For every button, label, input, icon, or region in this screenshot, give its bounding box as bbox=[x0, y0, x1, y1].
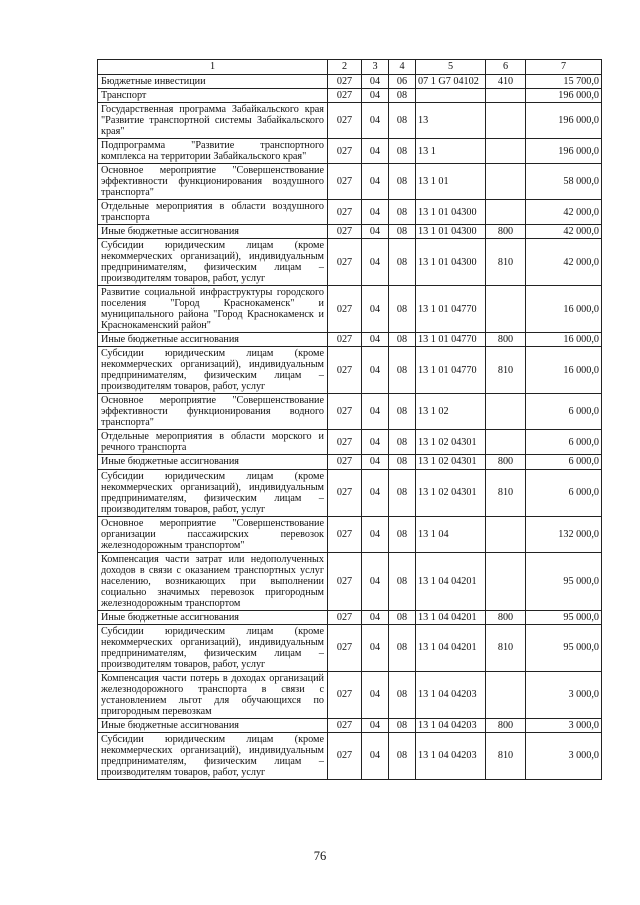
expense-type-cell: 800 bbox=[486, 455, 526, 469]
subsection-code-cell: 08 bbox=[389, 552, 416, 610]
amount-cell: 6 000,0 bbox=[526, 430, 602, 455]
subsection-code-cell: 08 bbox=[389, 225, 416, 239]
row-name-cell: Субсидии юридическим лицам (кроме некоммерческих организаций), индивидуальным предпринимателям, физическим лицам – производителям товаров, работ, услуг bbox=[98, 624, 328, 671]
table-row bbox=[98, 552, 602, 610]
table-row bbox=[98, 333, 602, 347]
table-row bbox=[98, 225, 602, 239]
ministry-code-cell: 027 bbox=[328, 394, 362, 430]
header-cell: 2 bbox=[328, 60, 362, 75]
section-code-cell: 04 bbox=[362, 732, 389, 779]
header-cell: 5 bbox=[416, 60, 486, 75]
amount-cell: 3 000,0 bbox=[526, 671, 602, 718]
table-row bbox=[98, 394, 602, 430]
ministry-code-cell: 027 bbox=[328, 552, 362, 610]
amount-cell: 95 000,0 bbox=[526, 552, 602, 610]
target-article-cell: 13 1 04 04203 bbox=[416, 671, 486, 718]
target-article-cell: 13 1 02 04301 bbox=[416, 455, 486, 469]
table-row bbox=[98, 139, 602, 164]
target-article-cell: 13 1 02 04301 bbox=[416, 430, 486, 455]
section-code-cell: 04 bbox=[362, 469, 389, 516]
amount-cell: 3 000,0 bbox=[526, 732, 602, 779]
amount-cell: 6 000,0 bbox=[526, 455, 602, 469]
target-article-cell: 13 1 04 bbox=[416, 516, 486, 552]
header-cell: 6 bbox=[486, 60, 526, 75]
subsection-code-cell: 08 bbox=[389, 347, 416, 394]
ministry-code-cell: 027 bbox=[328, 624, 362, 671]
header-cell: 7 bbox=[526, 60, 602, 75]
ministry-code-cell: 027 bbox=[328, 610, 362, 624]
row-name-cell: Отдельные мероприятия в области воздушного транспорта bbox=[98, 200, 328, 225]
amount-cell: 15 700,0 bbox=[526, 75, 602, 89]
amount-cell: 6 000,0 bbox=[526, 469, 602, 516]
table-row bbox=[98, 732, 602, 779]
subsection-code-cell: 08 bbox=[389, 103, 416, 139]
section-code-cell: 04 bbox=[362, 103, 389, 139]
table-row bbox=[98, 455, 602, 469]
subsection-code-cell: 08 bbox=[389, 624, 416, 671]
subsection-code-cell: 06 bbox=[389, 75, 416, 89]
subsection-code-cell: 08 bbox=[389, 718, 416, 732]
subsection-code-cell: 08 bbox=[389, 89, 416, 103]
budget-table bbox=[97, 59, 602, 780]
row-name-cell: Развитие социальной инфраструктуры городского поселения "Город Краснокаменск" и муниципального района "Город Краснокаменск и Краснокаменский район" bbox=[98, 286, 328, 333]
ministry-code-cell: 027 bbox=[328, 286, 362, 333]
table-row bbox=[98, 200, 602, 225]
subsection-code-cell: 08 bbox=[389, 671, 416, 718]
amount-cell: 95 000,0 bbox=[526, 624, 602, 671]
row-name-cell: Подпрограмма "Развитие транспортного комплекса на территории Забайкальского края" bbox=[98, 139, 328, 164]
section-code-cell: 04 bbox=[362, 239, 389, 286]
row-name-cell: Субсидии юридическим лицам (кроме некоммерческих организаций), индивидуальным предпринимателям, физическим лицам – производителям товаров, работ, услуг bbox=[98, 239, 328, 286]
row-name-cell: Основное мероприятие "Совершенствование организации пассажирских перевозок железнодорожным транспортом" bbox=[98, 516, 328, 552]
amount-cell: 16 000,0 bbox=[526, 286, 602, 333]
amount-cell: 196 000,0 bbox=[526, 89, 602, 103]
row-name-cell: Субсидии юридическим лицам (кроме некоммерческих организаций), индивидуальным предпринимателям, физическим лицам – производителям товаров, работ, услуг bbox=[98, 347, 328, 394]
expense-type-cell bbox=[486, 164, 526, 200]
target-article-cell: 13 1 01 bbox=[416, 164, 486, 200]
header-cell: 4 bbox=[389, 60, 416, 75]
target-article-cell bbox=[416, 89, 486, 103]
expense-type-cell: 810 bbox=[486, 239, 526, 286]
target-article-cell: 13 1 01 04300 bbox=[416, 225, 486, 239]
expense-type-cell: 800 bbox=[486, 225, 526, 239]
expense-type-cell bbox=[486, 430, 526, 455]
section-code-cell: 04 bbox=[362, 671, 389, 718]
ministry-code-cell: 027 bbox=[328, 75, 362, 89]
row-name-cell: Иные бюджетные ассигнования bbox=[98, 333, 328, 347]
amount-cell: 42 000,0 bbox=[526, 200, 602, 225]
ministry-code-cell: 027 bbox=[328, 333, 362, 347]
target-article-cell: 13 1 04 04201 bbox=[416, 552, 486, 610]
expense-type-cell: 410 bbox=[486, 75, 526, 89]
subsection-code-cell: 08 bbox=[389, 516, 416, 552]
table-row bbox=[98, 286, 602, 333]
row-name-cell: Основное мероприятие "Совершенствование эффективности функционирования водного транспорта" bbox=[98, 394, 328, 430]
ministry-code-cell: 027 bbox=[328, 455, 362, 469]
expense-type-cell bbox=[486, 394, 526, 430]
ministry-code-cell: 027 bbox=[328, 516, 362, 552]
subsection-code-cell: 08 bbox=[389, 333, 416, 347]
ministry-code-cell: 027 bbox=[328, 89, 362, 103]
amount-cell: 132 000,0 bbox=[526, 516, 602, 552]
target-article-cell: 13 1 01 04770 bbox=[416, 347, 486, 394]
section-code-cell: 04 bbox=[362, 624, 389, 671]
target-article-cell: 13 1 01 04300 bbox=[416, 200, 486, 225]
subsection-code-cell: 08 bbox=[389, 430, 416, 455]
target-article-cell: 13 1 04 04203 bbox=[416, 718, 486, 732]
expense-type-cell bbox=[486, 552, 526, 610]
table-row bbox=[98, 347, 602, 394]
amount-cell: 3 000,0 bbox=[526, 718, 602, 732]
row-name-cell: Компенсация части затрат или недополученных доходов в связи с оказанием транспортных услуг населению, возникающих при выполнении социально значимых перевозок пригородным железнодорожным транспортом bbox=[98, 552, 328, 610]
header-row bbox=[98, 60, 602, 75]
table-row bbox=[98, 164, 602, 200]
target-article-cell: 13 1 04 04203 bbox=[416, 732, 486, 779]
expense-type-cell: 810 bbox=[486, 732, 526, 779]
table-row bbox=[98, 75, 602, 89]
table-row bbox=[98, 624, 602, 671]
expense-type-cell bbox=[486, 516, 526, 552]
row-name-cell: Отдельные мероприятия в области морского и речного транспорта bbox=[98, 430, 328, 455]
subsection-code-cell: 08 bbox=[389, 200, 416, 225]
target-article-cell: 13 1 01 04770 bbox=[416, 286, 486, 333]
table-row bbox=[98, 671, 602, 718]
section-code-cell: 04 bbox=[362, 75, 389, 89]
ministry-code-cell: 027 bbox=[328, 469, 362, 516]
amount-cell: 16 000,0 bbox=[526, 333, 602, 347]
expense-type-cell: 800 bbox=[486, 718, 526, 732]
ministry-code-cell: 027 bbox=[328, 347, 362, 394]
ministry-code-cell: 027 bbox=[328, 732, 362, 779]
ministry-code-cell: 027 bbox=[328, 671, 362, 718]
row-name-cell: Иные бюджетные ассигнования bbox=[98, 455, 328, 469]
target-article-cell: 07 1 G7 04102 bbox=[416, 75, 486, 89]
target-article-cell: 13 1 01 04770 bbox=[416, 333, 486, 347]
section-code-cell: 04 bbox=[362, 552, 389, 610]
section-code-cell: 04 bbox=[362, 200, 389, 225]
amount-cell: 42 000,0 bbox=[526, 239, 602, 286]
section-code-cell: 04 bbox=[362, 430, 389, 455]
expense-type-cell: 810 bbox=[486, 624, 526, 671]
section-code-cell: 04 bbox=[362, 139, 389, 164]
section-code-cell: 04 bbox=[362, 455, 389, 469]
row-name-cell: Иные бюджетные ассигнования bbox=[98, 718, 328, 732]
expense-type-cell: 810 bbox=[486, 469, 526, 516]
amount-cell: 196 000,0 bbox=[526, 139, 602, 164]
target-article-cell: 13 1 01 04300 bbox=[416, 239, 486, 286]
section-code-cell: 04 bbox=[362, 225, 389, 239]
row-name-cell: Субсидии юридическим лицам (кроме некоммерческих организаций), индивидуальным предпринимателям, физическим лицам – производителям товаров, работ, услуг bbox=[98, 469, 328, 516]
target-article-cell: 13 1 04 04201 bbox=[416, 624, 486, 671]
target-article-cell: 13 1 04 04201 bbox=[416, 610, 486, 624]
amount-cell: 6 000,0 bbox=[526, 394, 602, 430]
subsection-code-cell: 08 bbox=[389, 455, 416, 469]
ministry-code-cell: 027 bbox=[328, 225, 362, 239]
row-name-cell: Основное мероприятие "Совершенствование эффективности функционирования воздушного транспорта" bbox=[98, 164, 328, 200]
expense-type-cell bbox=[486, 200, 526, 225]
ministry-code-cell: 027 bbox=[328, 239, 362, 286]
header-cell: 1 bbox=[98, 60, 328, 75]
section-code-cell: 04 bbox=[362, 164, 389, 200]
row-name-cell: Иные бюджетные ассигнования bbox=[98, 610, 328, 624]
table-row bbox=[98, 718, 602, 732]
section-code-cell: 04 bbox=[362, 516, 389, 552]
expense-type-cell bbox=[486, 89, 526, 103]
ministry-code-cell: 027 bbox=[328, 430, 362, 455]
section-code-cell: 04 bbox=[362, 347, 389, 394]
amount-cell: 196 000,0 bbox=[526, 103, 602, 139]
section-code-cell: 04 bbox=[362, 333, 389, 347]
target-article-cell: 13 1 bbox=[416, 139, 486, 164]
ministry-code-cell: 027 bbox=[328, 718, 362, 732]
row-name-cell: Субсидии юридическим лицам (кроме некоммерческих организаций), индивидуальным предпринимателям, физическим лицам – производителям товаров, работ, услуг bbox=[98, 732, 328, 779]
amount-cell: 95 000,0 bbox=[526, 610, 602, 624]
ministry-code-cell: 027 bbox=[328, 139, 362, 164]
row-name-cell: Государственная программа Забайкальского края "Развитие транспортной системы Забайкальского края" bbox=[98, 103, 328, 139]
amount-cell: 42 000,0 bbox=[526, 225, 602, 239]
expense-type-cell bbox=[486, 139, 526, 164]
table-row bbox=[98, 89, 602, 103]
row-name-cell: Транспорт bbox=[98, 89, 328, 103]
section-code-cell: 04 bbox=[362, 610, 389, 624]
target-article-cell: 13 1 02 04301 bbox=[416, 469, 486, 516]
subsection-code-cell: 08 bbox=[389, 394, 416, 430]
table-row bbox=[98, 430, 602, 455]
table-row bbox=[98, 610, 602, 624]
expense-type-cell: 800 bbox=[486, 333, 526, 347]
ministry-code-cell: 027 bbox=[328, 103, 362, 139]
ministry-code-cell: 027 bbox=[328, 164, 362, 200]
expense-type-cell bbox=[486, 103, 526, 139]
table-row bbox=[98, 103, 602, 139]
subsection-code-cell: 08 bbox=[389, 610, 416, 624]
table-row bbox=[98, 516, 602, 552]
page-number: 76 bbox=[313, 849, 327, 863]
section-code-cell: 04 bbox=[362, 394, 389, 430]
row-name-cell: Компенсация части потерь в доходах организаций железнодорожного транспорта в связи с установлением льгот для обучающихся по пригородным перевозкам bbox=[98, 671, 328, 718]
expense-type-cell bbox=[486, 671, 526, 718]
expense-type-cell bbox=[486, 286, 526, 333]
target-article-cell: 13 1 02 bbox=[416, 394, 486, 430]
table-row bbox=[98, 469, 602, 516]
section-code-cell: 04 bbox=[362, 286, 389, 333]
amount-cell: 16 000,0 bbox=[526, 347, 602, 394]
ministry-code-cell: 027 bbox=[328, 200, 362, 225]
subsection-code-cell: 08 bbox=[389, 239, 416, 286]
subsection-code-cell: 08 bbox=[389, 286, 416, 333]
subsection-code-cell: 08 bbox=[389, 469, 416, 516]
subsection-code-cell: 08 bbox=[389, 164, 416, 200]
table-row bbox=[98, 239, 602, 286]
section-code-cell: 04 bbox=[362, 89, 389, 103]
expense-type-cell: 800 bbox=[486, 610, 526, 624]
subsection-code-cell: 08 bbox=[389, 139, 416, 164]
row-name-cell: Иные бюджетные ассигнования bbox=[98, 225, 328, 239]
expense-type-cell: 810 bbox=[486, 347, 526, 394]
subsection-code-cell: 08 bbox=[389, 732, 416, 779]
header-cell: 3 bbox=[362, 60, 389, 75]
section-code-cell: 04 bbox=[362, 718, 389, 732]
row-name-cell: Бюджетные инвестиции bbox=[98, 75, 328, 89]
amount-cell: 58 000,0 bbox=[526, 164, 602, 200]
target-article-cell: 13 bbox=[416, 103, 486, 139]
